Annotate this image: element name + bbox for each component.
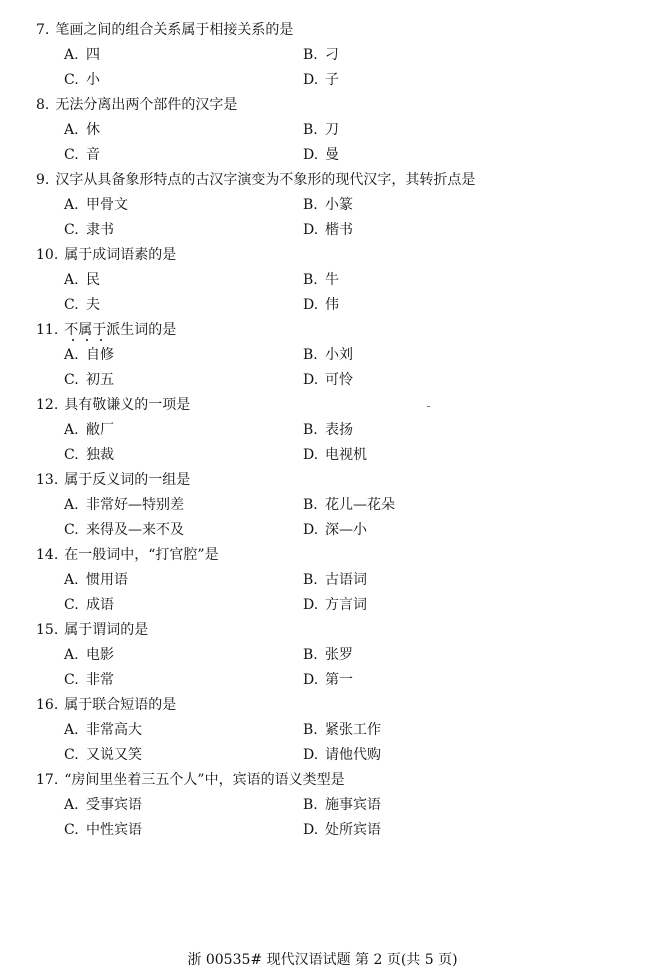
option-letter: C. xyxy=(64,672,79,688)
question-stem xyxy=(36,768,345,793)
option-letter: D. xyxy=(303,372,319,388)
option-letter: D. xyxy=(303,297,319,313)
option-text: 深—小 xyxy=(325,522,367,538)
option-letter: D. xyxy=(303,597,319,613)
option-text: 子 xyxy=(325,72,339,88)
option-letter: C. xyxy=(64,822,79,838)
option-d xyxy=(303,743,381,768)
option-text: 初五 xyxy=(86,372,114,388)
option-letter: C. xyxy=(64,447,79,463)
question-14 xyxy=(0,543,645,618)
option-letter: B. xyxy=(303,197,318,213)
option-b xyxy=(303,343,353,368)
option-c xyxy=(64,743,142,768)
option-letter: B. xyxy=(303,572,318,588)
option-a xyxy=(64,193,128,218)
question-9 xyxy=(0,168,645,243)
question-text: 无法分离出两个部件的汉字是 xyxy=(55,97,238,113)
option-b xyxy=(303,193,353,218)
option-text: 紧张工作 xyxy=(325,722,381,738)
question-stem xyxy=(36,543,219,568)
question-number: 8. xyxy=(36,97,50,113)
scan-speck xyxy=(427,406,430,407)
option-letter: C. xyxy=(64,522,79,538)
option-text: 中性宾语 xyxy=(86,822,142,838)
option-text: 张罗 xyxy=(325,647,353,663)
option-letter: B. xyxy=(303,422,318,438)
option-text: 小 xyxy=(86,72,100,88)
emphasis-dots xyxy=(72,333,112,343)
option-c xyxy=(64,368,114,393)
question-stem xyxy=(36,693,176,718)
option-d xyxy=(303,293,339,318)
question-7 xyxy=(0,18,645,93)
question-8 xyxy=(0,93,645,168)
option-c xyxy=(64,293,100,318)
option-a xyxy=(64,418,114,443)
option-letter: B. xyxy=(303,722,318,738)
question-text: 属于谓词的是 xyxy=(64,622,149,638)
question-number: 15. xyxy=(36,622,59,638)
option-text: 方言词 xyxy=(325,597,367,613)
option-c xyxy=(64,143,100,168)
question-stem xyxy=(36,468,190,493)
question-15 xyxy=(0,618,645,693)
option-letter: B. xyxy=(303,347,318,363)
question-number: 7. xyxy=(36,22,50,38)
question-stem xyxy=(36,93,237,118)
option-b xyxy=(303,793,381,818)
option-text: 第一 xyxy=(325,672,353,688)
option-d xyxy=(303,443,367,468)
option-text: 民 xyxy=(86,272,100,288)
question-text: 属于联合短语的是 xyxy=(64,697,177,713)
option-text: 楷书 xyxy=(325,222,353,238)
option-letter: A. xyxy=(64,272,79,288)
option-text: 请他代购 xyxy=(325,747,381,763)
option-text: 夫 xyxy=(86,297,100,313)
option-d xyxy=(303,518,367,543)
question-text: 笔画之间的组合关系属于相接关系的是 xyxy=(55,22,294,38)
question-text: 不属于派生词的是 xyxy=(64,322,177,338)
option-text: 牛 xyxy=(325,272,339,288)
option-letter: D. xyxy=(303,447,319,463)
question-text: 具有敬谦义的一项是 xyxy=(64,397,191,413)
option-b xyxy=(303,718,381,743)
emphasis-dot xyxy=(100,339,102,341)
option-text: 惯用语 xyxy=(86,572,128,588)
option-letter: C. xyxy=(64,597,79,613)
option-text: 小篆 xyxy=(325,197,353,213)
option-letter: A. xyxy=(64,197,79,213)
option-a xyxy=(64,493,184,518)
option-letter: D. xyxy=(303,147,319,163)
option-b xyxy=(303,493,395,518)
question-stem xyxy=(36,243,176,268)
question-16 xyxy=(0,693,645,768)
question-number: 14. xyxy=(36,547,59,563)
option-d xyxy=(303,68,339,93)
option-text: 隶书 xyxy=(86,222,114,238)
option-text: 电视机 xyxy=(325,447,367,463)
option-text: 可怜 xyxy=(325,372,353,388)
question-12 xyxy=(0,393,645,468)
option-text: 施事宾语 xyxy=(325,797,381,813)
question-text: 汉字从具备象形特点的古汉字演变为不象形的现代汉字，其转折点是 xyxy=(55,172,476,188)
question-number: 17. xyxy=(36,772,59,788)
option-letter: A. xyxy=(64,122,79,138)
option-c xyxy=(64,218,114,243)
question-10 xyxy=(0,243,645,318)
option-letter: C. xyxy=(64,372,79,388)
option-d xyxy=(303,593,367,618)
option-d xyxy=(303,218,353,243)
question-number: 10. xyxy=(36,247,59,263)
option-text: 古语词 xyxy=(325,572,367,588)
option-text: 四 xyxy=(86,47,100,63)
option-c xyxy=(64,443,114,468)
option-text: 休 xyxy=(86,122,100,138)
option-text: 又说又笑 xyxy=(86,747,142,763)
option-letter: D. xyxy=(303,672,319,688)
option-b xyxy=(303,643,353,668)
option-letter: B. xyxy=(303,122,318,138)
option-text: 刀 xyxy=(325,122,339,138)
question-number: 9. xyxy=(36,172,50,188)
option-letter: A. xyxy=(64,47,79,63)
option-letter: D. xyxy=(303,747,319,763)
option-text: 曼 xyxy=(325,147,339,163)
option-a xyxy=(64,643,114,668)
question-text: “房间里坐着三五个人”中，宾语的语义类型是 xyxy=(64,772,345,788)
option-b xyxy=(303,418,353,443)
option-b xyxy=(303,118,339,143)
option-a xyxy=(64,718,142,743)
option-text: 甲骨文 xyxy=(86,197,128,213)
option-letter: C. xyxy=(64,747,79,763)
option-d xyxy=(303,818,381,843)
option-letter: A. xyxy=(64,647,79,663)
option-a xyxy=(64,118,100,143)
question-text: 属于成词语素的是 xyxy=(64,247,177,263)
option-letter: D. xyxy=(303,822,319,838)
option-text: 敝厂 xyxy=(86,422,114,438)
option-a xyxy=(64,343,114,368)
option-text: 非常高大 xyxy=(86,722,142,738)
option-letter: B. xyxy=(303,272,318,288)
option-letter: B. xyxy=(303,647,318,663)
emphasis-dot xyxy=(86,339,88,341)
option-d xyxy=(303,668,353,693)
option-letter: A. xyxy=(64,572,79,588)
option-letter: B. xyxy=(303,497,318,513)
page-footer: 浙 00535# 现代汉语试题 第 2 页(共 5 页) xyxy=(187,952,458,968)
option-text: 花儿—花朵 xyxy=(325,497,395,513)
option-a xyxy=(64,268,100,293)
option-text: 独裁 xyxy=(86,447,114,463)
option-text: 成语 xyxy=(86,597,114,613)
question-stem xyxy=(36,393,190,418)
option-letter: B. xyxy=(303,47,318,63)
option-text: 音 xyxy=(86,147,100,163)
option-text: 伟 xyxy=(325,297,339,313)
question-stem xyxy=(36,18,293,43)
option-a xyxy=(64,43,100,68)
option-text: 刁 xyxy=(325,47,339,63)
option-b xyxy=(303,568,367,593)
option-letter: A. xyxy=(64,422,79,438)
option-text: 电影 xyxy=(86,647,114,663)
option-letter: C. xyxy=(64,297,79,313)
question-text: 属于反义词的一组是 xyxy=(64,472,191,488)
question-17 xyxy=(0,768,645,843)
option-letter: A. xyxy=(64,347,79,363)
option-text: 非常 xyxy=(86,672,114,688)
question-stem xyxy=(36,168,475,193)
question-11 xyxy=(0,318,645,393)
option-letter: A. xyxy=(64,497,79,513)
option-text: 小刘 xyxy=(325,347,353,363)
option-c xyxy=(64,818,142,843)
option-text: 非常好—特别差 xyxy=(86,497,184,513)
option-letter: D. xyxy=(303,222,319,238)
option-text: 自修 xyxy=(86,347,114,363)
option-c xyxy=(64,68,100,93)
option-letter: C. xyxy=(64,147,79,163)
option-letter: A. xyxy=(64,797,79,813)
question-number: 12. xyxy=(36,397,59,413)
question-number: 16. xyxy=(36,697,59,713)
option-text: 来得及—来不及 xyxy=(86,522,184,538)
option-a xyxy=(64,568,128,593)
question-list xyxy=(0,18,645,843)
option-letter: B. xyxy=(303,797,318,813)
option-c xyxy=(64,518,184,543)
option-letter: A. xyxy=(64,722,79,738)
option-a xyxy=(64,793,142,818)
option-letter: C. xyxy=(64,72,79,88)
question-13 xyxy=(0,468,645,543)
option-b xyxy=(303,43,339,68)
question-stem xyxy=(36,618,148,643)
option-c xyxy=(64,668,114,693)
question-text: 在一般词中，“打官腔”是 xyxy=(64,547,219,563)
option-d xyxy=(303,143,339,168)
option-text: 表扬 xyxy=(325,422,353,438)
question-number: 13. xyxy=(36,472,59,488)
option-letter: C. xyxy=(64,222,79,238)
option-b xyxy=(303,268,339,293)
option-text: 受事宾语 xyxy=(86,797,142,813)
option-c xyxy=(64,593,114,618)
option-d xyxy=(303,368,353,393)
option-letter: D. xyxy=(303,522,319,538)
option-text: 处所宾语 xyxy=(325,822,381,838)
option-letter: D. xyxy=(303,72,319,88)
emphasis-dot xyxy=(72,339,74,341)
question-number: 11. xyxy=(36,322,59,338)
